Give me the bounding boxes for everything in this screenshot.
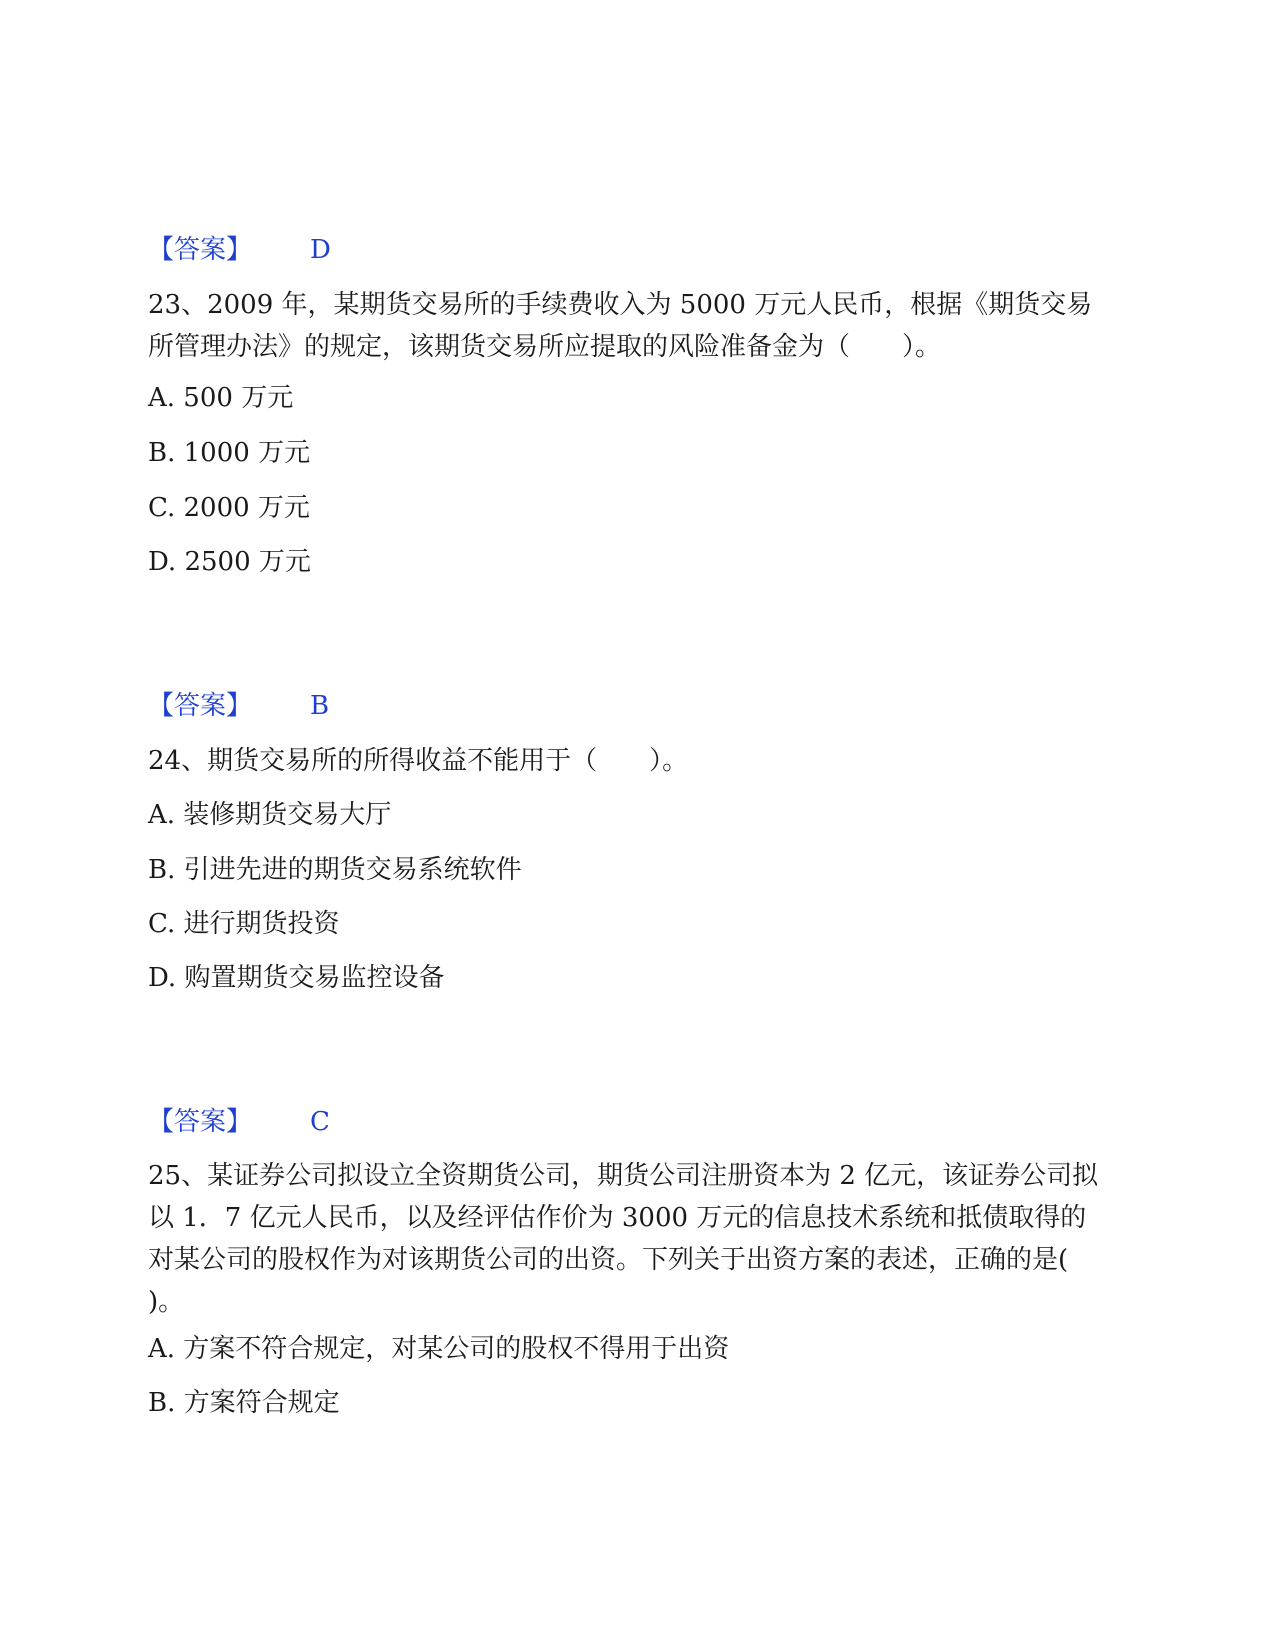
option-a: A. 方案不符合规定，对某公司的股权不得用于出资 [148, 1334, 730, 1364]
option-c: C. 进行期货投资 [148, 909, 340, 939]
option-b: B. 方案符合规定 [148, 1388, 340, 1418]
answer-value: C [310, 1107, 330, 1137]
option-a: A. 装修期货交易大厅 [148, 800, 392, 830]
answer-line [148, 230, 331, 270]
answer-line [148, 686, 329, 726]
option-a: A. 500 万元 [148, 383, 294, 413]
answer-label: 【答案】 [148, 235, 253, 265]
answer-label: 【答案】 [148, 1107, 253, 1137]
option-c: C. 2000 万元 [148, 493, 310, 523]
option-d: D. 2500 万元 [148, 547, 311, 577]
answer-label: 【答案】 [148, 691, 253, 721]
answer-value: D [310, 235, 331, 265]
option-b: B. 引进先进的期货交易系统软件 [148, 855, 522, 885]
question-text: 23、2009 年，某期货交易所的手续费收入为 5000 万元人民币，根据《期货交易所管理办法》的规定，该期货交易所应提取的风险准备金为（ ）。 [148, 290, 1093, 362]
answer-line [148, 1102, 330, 1142]
question-text: 25、某证券公司拟设立全资期货公司，期货公司注册资本为 2 亿元，该证券公司拟以 1．7 亿元人民币，以及经评估作价为 3000 万元的信息技术系统和抵债取得的对某公司的股权作为对该期货公司的出资。下列关于出资方案的表述，正确的是( )。 [148, 1161, 1099, 1317]
option-b: B. 1000 万元 [148, 438, 311, 468]
answer-value: B [310, 691, 330, 721]
question-text: 24、期货交易所的所得收益不能用于（ ）。 [148, 746, 689, 776]
option-d: D. 购置期货交易监控设备 [148, 963, 445, 993]
